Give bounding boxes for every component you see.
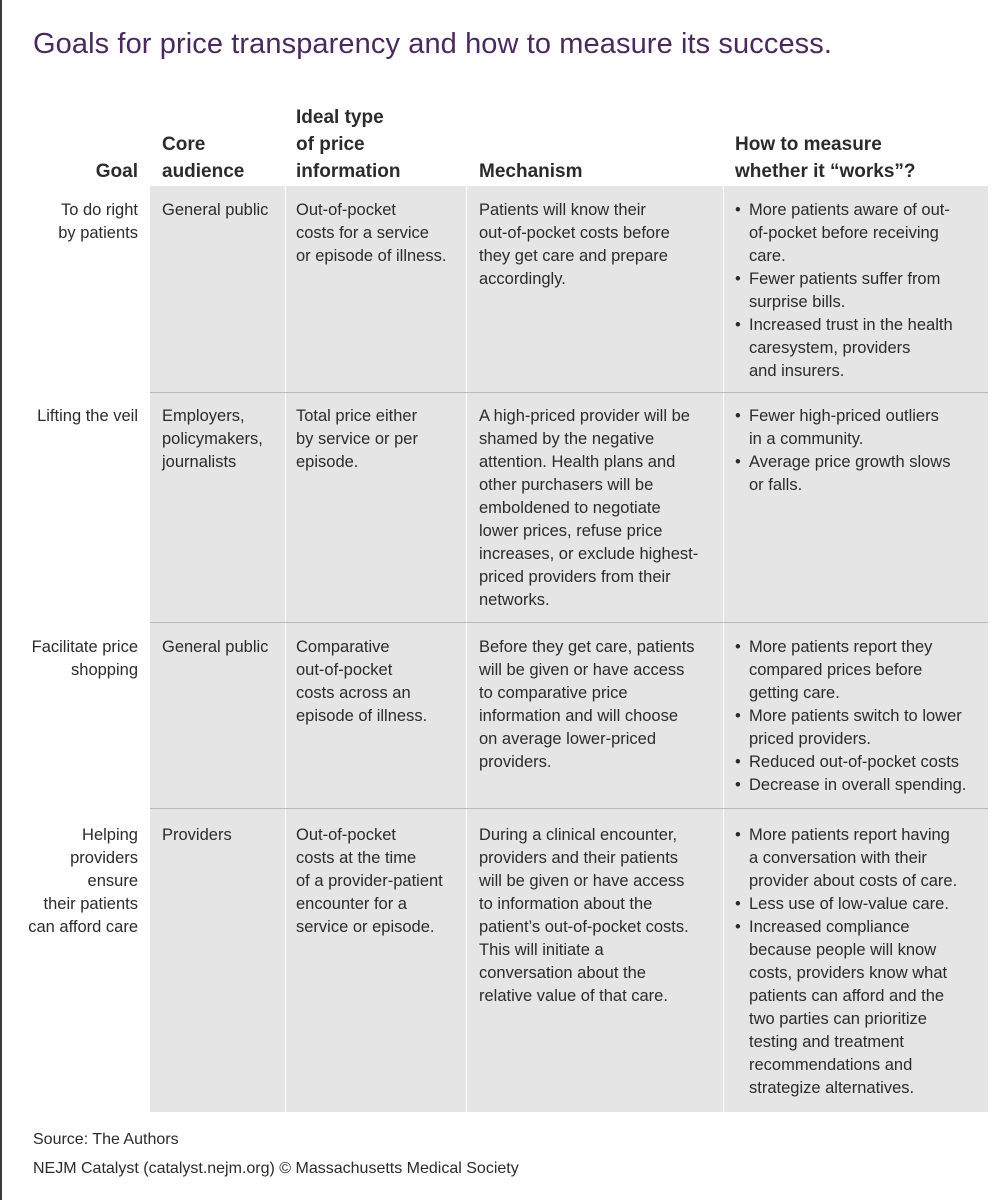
measure-bullet xyxy=(733,893,987,916)
text-line: Fewer patients suffer from xyxy=(749,270,941,288)
text-line: costs across an xyxy=(296,684,411,702)
header-how-to-measure xyxy=(735,100,990,185)
bullet-icon: • xyxy=(735,826,741,844)
text-line: encounter for a xyxy=(296,895,407,913)
text-line: relative value of that care. xyxy=(479,987,668,1005)
text-line: and insurers. xyxy=(749,362,845,380)
measure-bullet xyxy=(733,705,987,751)
row-1-mechanism xyxy=(479,199,721,291)
measure-bullet xyxy=(733,824,987,893)
text-line: Helping xyxy=(82,826,138,844)
text-line: whether it “works”? xyxy=(735,161,916,182)
bullet-icon: • xyxy=(735,707,741,725)
text-line: How to measure xyxy=(735,134,882,155)
text-line: patient’s out-of-pocket costs. xyxy=(479,918,689,936)
source-note: Source: The Authors xyxy=(33,1131,179,1148)
text-line: Comparative xyxy=(296,638,390,656)
text-line: Total price either xyxy=(296,407,418,425)
row-divider xyxy=(150,808,988,809)
text-line: Core xyxy=(162,134,206,155)
measure-bullet xyxy=(733,199,987,268)
bullet-icon: • xyxy=(735,270,741,288)
text-line: information and will choose xyxy=(479,707,679,725)
text-line: by patients xyxy=(58,224,138,242)
text-line: providers. xyxy=(479,753,552,771)
text-line: episode of illness. xyxy=(296,707,428,725)
measure-bullet xyxy=(733,451,987,497)
header-mechanism xyxy=(479,100,719,185)
text-line: testing and treatment xyxy=(749,1033,905,1051)
text-line: increases, or exclude highest- xyxy=(479,545,699,563)
text-line: priced providers. xyxy=(749,730,871,748)
text-line: or episode of illness. xyxy=(296,247,447,265)
text-line: Out-of-pocket xyxy=(296,201,396,219)
text-line: shamed by the negative xyxy=(479,430,655,448)
bullet-icon: • xyxy=(735,776,741,794)
text-line: strategize alternatives. xyxy=(749,1079,915,1097)
page-title: Goals for price transparency and how to measure its success. xyxy=(33,28,833,60)
text-line: Less use of low-value care. xyxy=(749,895,949,913)
row-2-audience xyxy=(162,405,284,474)
text-line: compared prices before xyxy=(749,661,923,679)
text-line: emboldened to negotiate xyxy=(479,499,661,517)
bullet-icon: • xyxy=(735,453,741,471)
text-line: other purchasers will be xyxy=(479,476,654,494)
text-line: audience xyxy=(162,161,245,182)
measure-bullet xyxy=(733,405,987,451)
bullet-icon: • xyxy=(735,753,741,771)
bullet-icon: • xyxy=(735,316,741,334)
text-line: caresystem, providers xyxy=(749,339,911,357)
text-line: care. xyxy=(749,247,786,265)
text-line: priced providers from their xyxy=(479,568,671,586)
text-line: Fewer high-priced outliers xyxy=(749,407,939,425)
measure-bullet xyxy=(733,774,987,797)
bullet-icon: • xyxy=(735,638,741,656)
row-2-measures xyxy=(733,405,987,497)
text-line: to comparative price xyxy=(479,684,628,702)
text-line: can afford care xyxy=(28,918,138,936)
text-line: Patients will know their xyxy=(479,201,646,219)
text-line: of a provider-patient xyxy=(296,872,443,890)
row-4-mechanism xyxy=(479,824,721,1008)
text-line: Facilitate price xyxy=(31,638,138,656)
text-line: journalists xyxy=(162,453,237,471)
row-divider xyxy=(150,622,988,623)
text-line: During a clinical encounter, xyxy=(479,826,678,844)
text-line: Ideal type xyxy=(296,107,384,128)
measure-bullet xyxy=(733,751,987,774)
text-line: patients can afford and the xyxy=(749,987,945,1005)
text-line: Average price growth slows xyxy=(749,453,951,471)
text-line: accordingly. xyxy=(479,270,566,288)
text-line: in a community. xyxy=(749,430,864,448)
measure-bullet xyxy=(733,916,987,1100)
row-divider xyxy=(150,392,988,393)
bullet-icon: • xyxy=(735,407,741,425)
measure-bullet xyxy=(733,268,987,314)
row-1-measures xyxy=(733,199,987,383)
text-line: General public xyxy=(162,638,269,656)
text-line: a conversation with their xyxy=(749,849,927,867)
text-line: General public xyxy=(162,201,269,219)
text-line: Providers xyxy=(162,826,232,844)
text-line: Decrease in overall spending. xyxy=(749,776,967,794)
text-line: More patients report having xyxy=(749,826,950,844)
text-line: of-pocket before receiving xyxy=(749,224,939,242)
row-1-audience xyxy=(162,199,284,222)
text-line: will be given or have access xyxy=(479,872,685,890)
text-line: This will initiate a xyxy=(479,941,604,959)
text-line: surprise bills. xyxy=(749,293,846,311)
bullet-icon: • xyxy=(735,918,741,936)
measure-bullet xyxy=(733,636,987,705)
text-line: Increased trust in the health xyxy=(749,316,953,334)
text-line: Goal xyxy=(95,161,138,182)
text-line: policymakers, xyxy=(162,430,263,448)
text-line: conversation about the xyxy=(479,964,646,982)
text-line: shopping xyxy=(71,661,138,679)
row-2-mechanism xyxy=(479,405,721,612)
row-4-audience xyxy=(162,824,284,847)
text-line: to information about the xyxy=(479,895,653,913)
text-line: they get care and prepare xyxy=(479,247,668,265)
text-line: by service or per xyxy=(296,430,418,448)
row-3-mechanism xyxy=(479,636,721,774)
text-line: out-of-pocket xyxy=(296,661,393,679)
text-line: Reduced out-of-pocket costs xyxy=(749,753,960,771)
row-3-info-type xyxy=(296,636,464,728)
text-line: Employers, xyxy=(162,407,245,425)
text-line: their patients xyxy=(43,895,138,913)
measure-bullet xyxy=(733,314,987,383)
left-border xyxy=(0,0,2,1200)
text-line: More patients aware of out- xyxy=(749,201,950,219)
text-line: of price xyxy=(296,134,365,155)
text-line: ensure xyxy=(87,872,138,890)
text-line: on average lower-priced xyxy=(479,730,657,748)
text-line: Increased compliance xyxy=(749,918,910,936)
text-line: provider about costs of care. xyxy=(749,872,958,890)
text-line: two parties can prioritize xyxy=(749,1010,927,1028)
text-line: Mechanism xyxy=(479,161,583,182)
text-line: Out-of-pocket xyxy=(296,826,396,844)
text-line: episode. xyxy=(296,453,359,471)
text-line: out-of-pocket costs before xyxy=(479,224,670,242)
text-line: Before they get care, patients xyxy=(479,638,695,656)
text-line: providers xyxy=(70,849,138,867)
text-line: or falls. xyxy=(749,476,803,494)
row-4-measures xyxy=(733,824,987,1100)
header-info-type xyxy=(296,100,466,185)
text-line: A high-priced provider will be xyxy=(479,407,690,425)
text-line: More patients report they xyxy=(749,638,933,656)
row-3-audience xyxy=(162,636,284,659)
row-1-info-type xyxy=(296,199,464,268)
text-line: networks. xyxy=(479,591,550,609)
row-2-info-type xyxy=(296,405,464,474)
text-line: attention. Health plans and xyxy=(479,453,676,471)
text-line: To do right xyxy=(60,201,138,219)
row-2-goal xyxy=(8,405,138,428)
text-line: will be given or have access xyxy=(479,661,685,679)
header-goal xyxy=(10,100,138,185)
publisher-credit: NEJM Catalyst (catalyst.nejm.org) © Massachusetts Medical Society xyxy=(33,1160,519,1177)
text-line: lower prices, refuse price xyxy=(479,522,663,540)
text-line: service or episode. xyxy=(296,918,435,936)
row-3-measures xyxy=(733,636,987,797)
row-4-goal xyxy=(8,824,138,939)
row-1-goal xyxy=(8,199,138,245)
text-line: costs at the time xyxy=(296,849,417,867)
text-line: Lifting the veil xyxy=(37,407,138,425)
text-line: costs for a service xyxy=(296,224,429,242)
bullet-icon: • xyxy=(735,201,741,219)
header-core-audience xyxy=(162,100,282,185)
text-line: getting care. xyxy=(749,684,840,702)
text-line: information xyxy=(296,161,401,182)
text-line: providers and their patients xyxy=(479,849,679,867)
text-line: More patients switch to lower xyxy=(749,707,962,725)
text-line: recommendations and xyxy=(749,1056,913,1074)
text-line: because people will know xyxy=(749,941,937,959)
bullet-icon: • xyxy=(735,895,741,913)
row-3-goal xyxy=(8,636,138,682)
text-line: costs, providers know what xyxy=(749,964,948,982)
row-4-info-type xyxy=(296,824,464,939)
